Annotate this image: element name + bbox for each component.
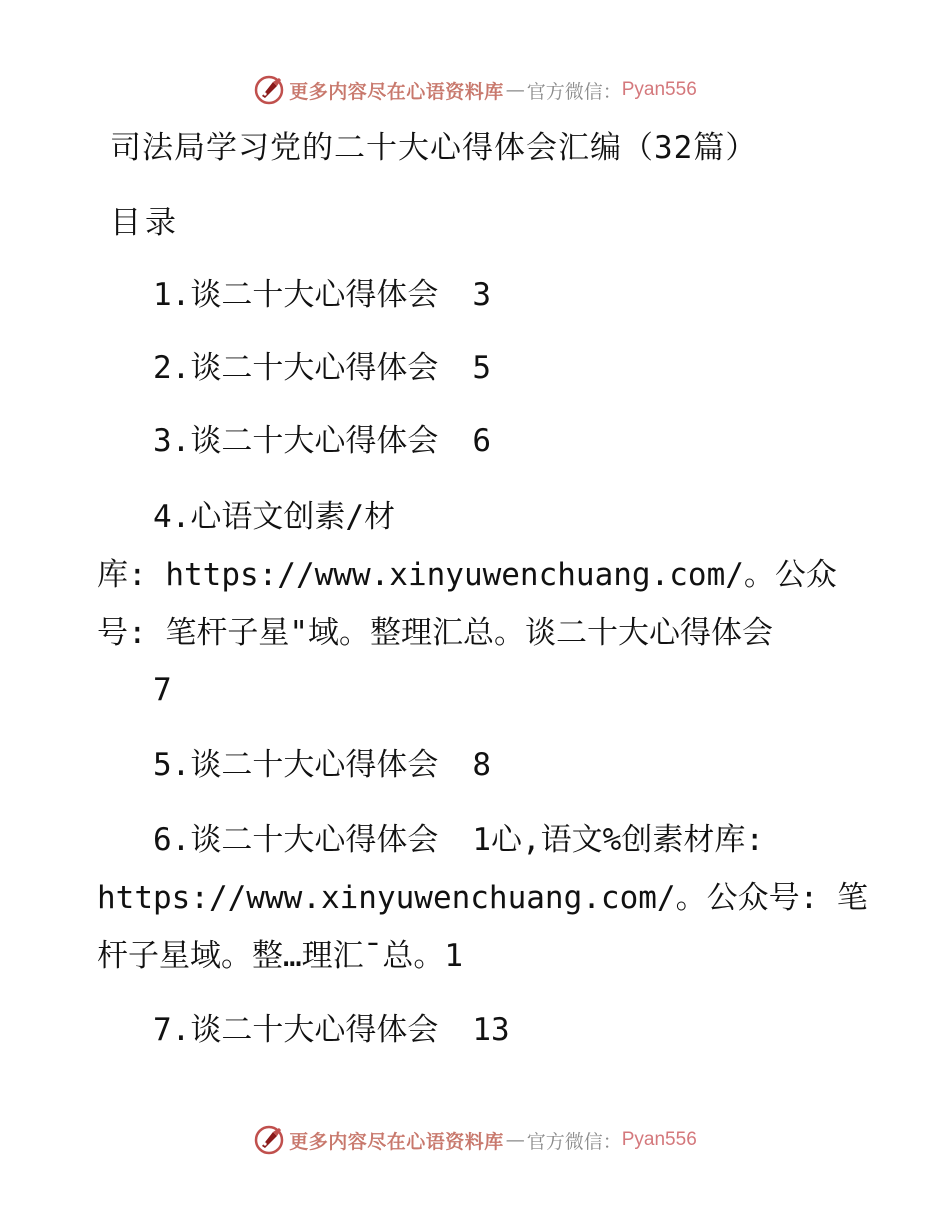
toc-entry-text: 1.谈二十大心得体会 <box>153 277 439 313</box>
toc-entry-2 <box>153 348 491 388</box>
wechat-label: 官方微信： <box>526 1130 622 1153</box>
toc-entry-6-line-2: https://www.xinyuwenchuang.com/。公众号: 笔 <box>97 880 868 916</box>
toc-entry-3 <box>153 421 491 461</box>
footer-watermark <box>0 1120 950 1160</box>
banner-dash: — <box>505 79 525 101</box>
toc-entry-4-line-3: 号: 笔杆子星"域。整理汇总。谈二十大心得体会 <box>97 615 773 651</box>
toc-entry-page: 3 <box>472 277 491 313</box>
document-title: 司法局学习党的二十大心得体会汇编（32篇） <box>110 130 758 166</box>
banner-dash: — <box>505 1129 525 1151</box>
toc-entry-1 <box>153 275 491 315</box>
toc-entry-page: 13 <box>472 1012 510 1048</box>
toc-entry-text: 3.谈二十大心得体会 <box>153 423 439 459</box>
toc-entry-6-line-3: 杆子星域。整…理汇¯总。1 <box>97 938 463 974</box>
pen-nib-logo-icon <box>253 74 285 106</box>
toc-entry-page: 8 <box>472 747 491 783</box>
toc-entry-text: 2.谈二十大心得体会 <box>153 350 439 386</box>
pen-nib-logo-icon <box>253 1124 285 1156</box>
header-watermark <box>0 70 950 110</box>
toc-entry-4-line-1: 4.心语文创素/材 <box>153 499 395 535</box>
toc-entry-5 <box>153 745 491 785</box>
promo-text: 更多内容尽在心语资料库 <box>289 80 504 103</box>
toc-entry-6-line-1 <box>153 820 764 860</box>
toc-entry-4-page: 7 <box>153 672 172 708</box>
toc-entry-tail: 1心,语文%创素材库: <box>472 822 764 858</box>
toc-entry-page: 6 <box>472 423 491 459</box>
toc-heading: 目录 <box>110 205 180 241</box>
toc-entry-text: 6.谈二十大心得体会 <box>153 822 439 858</box>
toc-entry-page: 5 <box>472 350 491 386</box>
toc-entry-4-line-2: 库: https://www.xinyuwenchuang.com/。公众 <box>97 557 837 593</box>
toc-entry-7 <box>153 1010 510 1050</box>
wechat-id: Pyan556 <box>621 79 697 100</box>
wechat-label: 官方微信： <box>526 80 622 103</box>
wechat-id: Pyan556 <box>621 1129 697 1150</box>
toc-entry-text: 7.谈二十大心得体会 <box>153 1012 439 1048</box>
toc-entry-text: 5.谈二十大心得体会 <box>153 747 439 783</box>
promo-text: 更多内容尽在心语资料库 <box>289 1130 504 1153</box>
